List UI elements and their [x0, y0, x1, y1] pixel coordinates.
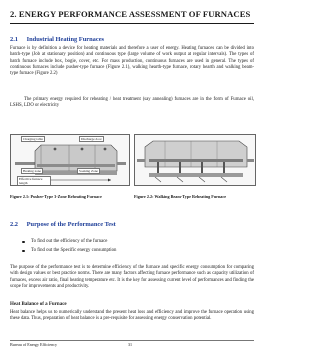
energy-paragraph: The primary energy required for reheating / heat treatment (say annealing) furnaces are in the form of Furnace oil, LSHS, LDO or electricity [10, 97, 254, 109]
list-item [22, 239, 252, 248]
bullet-text: To find out the Specific energy consumption [31, 248, 117, 253]
walking-beam-furnace-drawing [135, 135, 255, 185]
figure-2-2-caption: Figure 2.2: Walking Beam-Type Reheating Furnace [134, 194, 227, 199]
bullet-text: To find out the efficiency of the furnace [31, 239, 108, 244]
purpose-bullet-list [22, 239, 252, 257]
label-discharge-door: Discharge door [81, 137, 102, 141]
figure-2-1-caption: Figure 2.1: Pusher-Type 3-Zone Reheating Furnace [10, 194, 102, 199]
page-number: 31 [128, 342, 133, 347]
title-rule [10, 23, 254, 24]
label-effective-length: Effective furnace length [17, 176, 51, 186]
bullet-icon [22, 241, 25, 244]
heat-balance-paragraph: Heat balance helps us to numerically understand the present heat loss and efficiency and improve the furnace operation using these data. Thus, preparation of heat balance is a pre-requisite for assessing energy conservation potential. [10, 310, 254, 322]
section-number: 2.2 [10, 221, 18, 228]
purpose-paragraph: The purpose of the performance test is to determine efficiency of the furnace and specific energy consumption for comparing with design values or best practice norms. There are many factors affecting furnace performance such as capacity utilization of furnaces, excess air ratio, final heating temperature etc. It is the key for assessing current level of performances and finding the scope for improvements and productivity. [10, 265, 254, 289]
chapter-title: 2. ENERGY PERFORMANCE ASSESSMENT OF FURNACES [10, 9, 251, 19]
section-number: 2.1 [10, 36, 18, 43]
walking-beam-furnace-figure [134, 134, 256, 186]
bullet-icon [22, 250, 25, 253]
section-title: Purpose of the Performance Test [26, 221, 116, 228]
label-charging-table: Charging table [23, 137, 43, 141]
list-item [22, 248, 252, 257]
section-heading-2-2 [10, 221, 254, 228]
heat-balance-heading: Heat Balance of a Furnace [10, 302, 67, 307]
label-heating-zone: Heating zone [23, 169, 41, 173]
footer-publisher: Bureau of Energy Efficiency [10, 342, 58, 347]
label-soaking-zone: Soaking Zone [79, 169, 98, 173]
footer-rule [10, 340, 254, 341]
section-heading-2-1 [10, 36, 254, 43]
pusher-furnace-figure [10, 134, 130, 186]
intro-paragraph: Furnace is by definition a device for heating materials and therefore a user of energy. Heating furnaces can be divided into batch-type (Job at stationary position) and continuous type (large volume of work output at regular intervals). The types of batch furnace include box, bogie, cover, etc. For mass production, continuous furnaces are used in general. The types of continuous furnaces include pusher-type furnace (Figure 2.1), walking hearth-type furnace, rotary hearth and walking beam-type furnace (Figure 2.2) [10, 46, 254, 77]
section-title: Industrial Heating Furnaces [26, 36, 105, 43]
figures-row [10, 134, 254, 186]
